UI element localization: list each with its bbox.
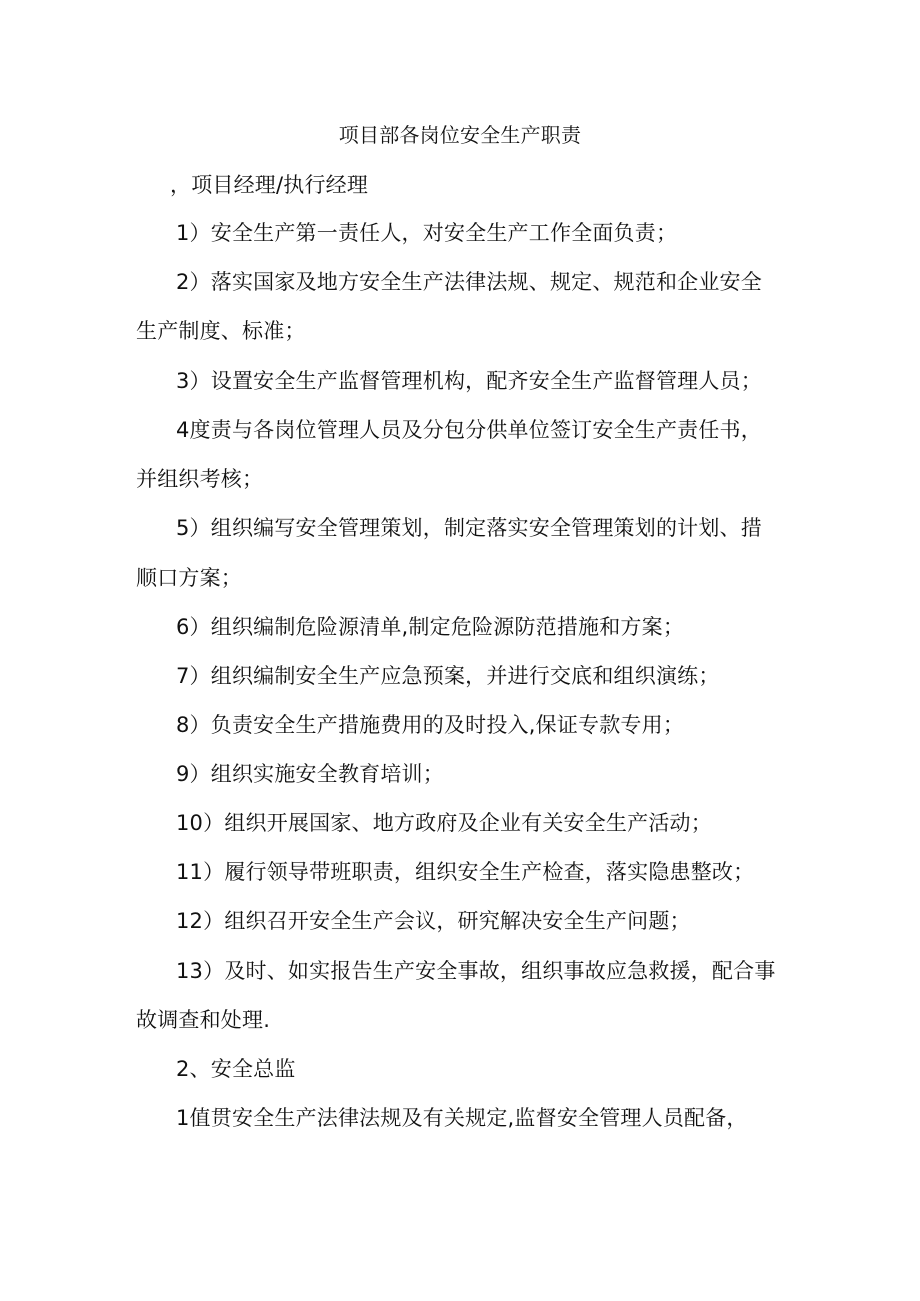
duty-item-8: 8）负责安全生产措施费用的及时投入,保证专款专用； [176,713,685,737]
duty-item-3: 3）设置安全生产监督管理机构，配齐安全生产监督管理人员； [176,369,762,393]
safety-director-item-1: 1值贯安全生产法律法规及有关规定,监督安全管理人员配备， [176,1106,748,1130]
document-title: 项目部各岗位安全生产职责 [338,123,582,147]
duty-item-1: 1）安全生产第一责任人，对安全生产工作全面负责； [176,221,678,245]
duty-item-12: 12）组织召开安全生产会议，研究解决安全生产问题； [176,909,691,933]
section-heading-safety-director: 2、安全总监 [176,1057,296,1081]
duty-item-13: 13）及时、如实报告生产安全事故，组织事故应急救援，配合事 [176,959,776,983]
duty-item-7: 7）组织编制安全生产应急预案，并进行交底和组织演练； [176,664,720,688]
duty-item-4-continued: 并组织考核； [136,467,264,491]
duty-item-10: 10）组织开展国家、地方政府及企业有关安全生产活动； [176,811,712,835]
section-heading-project-manager: ，项目经理/执行经理 [170,173,369,197]
duty-item-2: 2）落实国家及地方安全生产法律法规、规定、规范和企业安全 [176,270,762,294]
duty-item-13-continued: 故调查和处理. [136,1008,271,1032]
duty-item-5: 5）组织编写安全管理策划，制定落实安全管理策划的计划、措 [176,516,762,540]
duty-item-11: 11）履行领导带班职责，组织安全生产检查，落实隐患整改； [176,860,755,884]
duty-item-5-continued: 顺口方案； [136,566,242,590]
duty-item-2-continued: 生产制度、标准； [136,319,306,343]
duty-item-4: 4度责与各岗位管理人员及分包分供单位签订安全生产责任书， [176,418,762,442]
duty-item-9: 9）组织实施安全教育培训； [176,762,444,786]
duty-item-6: 6）组织编制危险源清单,制定危险源防范措施和方案； [176,615,685,639]
